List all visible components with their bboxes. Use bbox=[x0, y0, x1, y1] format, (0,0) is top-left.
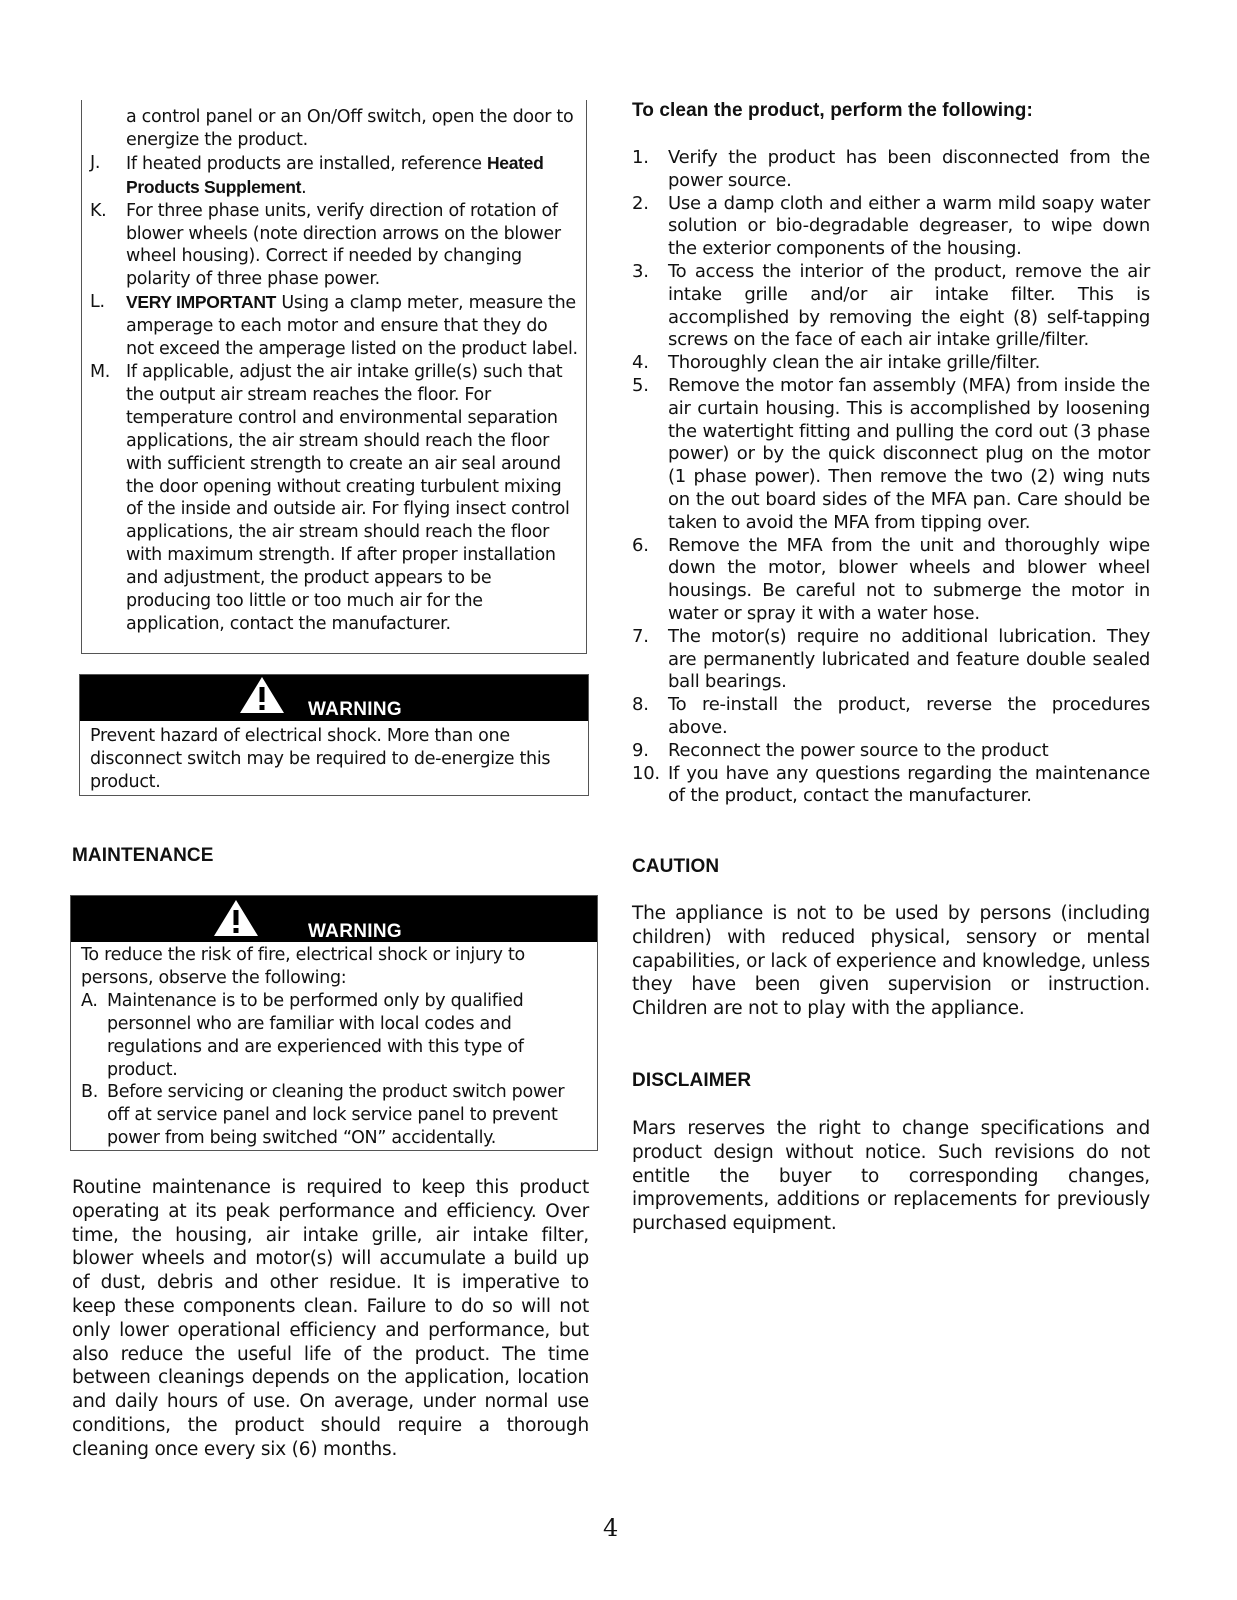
list-item bbox=[90, 152, 580, 200]
install-item-label: L. bbox=[90, 292, 105, 313]
install-item-text: For three phase units, verify direction of rotation of blower wheels (note direction arrows on the blower wheel housing). Correct if needed by changing polarity of three phase power. bbox=[126, 200, 561, 290]
caution-paragraph: The appliance is not to be used by persons (including children) with reduced physical, sensory or mental capabilities, or lack of experience and knowledge, unless they have been given supervision or instruction. Children are not to play with the appliance. bbox=[632, 903, 1150, 1020]
step-number: 7. bbox=[632, 625, 649, 647]
warning-triangle-icon bbox=[238, 675, 284, 713]
step-number: 3. bbox=[632, 260, 649, 282]
list-item bbox=[90, 106, 580, 152]
disclaimer-heading: DISCLAIMER bbox=[632, 1070, 752, 1091]
installation-steps-box bbox=[81, 100, 587, 654]
caution-heading: CAUTION bbox=[632, 856, 720, 877]
step-number: 10. bbox=[632, 762, 660, 784]
warning-triangle-icon bbox=[212, 898, 258, 936]
step-text: The motor(s) require no additional lubrication. They are permanently lubricated and feature double sealed ball bearings. bbox=[668, 625, 1150, 693]
step-text: Verify the product has been disconnected from the power source. bbox=[668, 147, 1150, 191]
install-item-text: If applicable, adjust the air intake grille(s) such that the output air stream reaches the floor. For temperature control and environmental separation applications, the air stream should reach the floor with sufficient strength to create an air seal around the door opening without creating turbulent mixing of the inside and outside air. For flying insect control applications, the air stream should reach the floor with maximum strength. If after proper installation and adjustment, the product appears to be producing too little or too much air for the application, contact the manufacturer. bbox=[126, 361, 570, 634]
page-number: 4 bbox=[603, 1514, 619, 1542]
step-text: Remove the MFA from the unit and thoroughly wipe down the motor, blower wheels and blower wheel housings. Be careful not to submerge the motor in water or spray it with a water hose. bbox=[668, 534, 1150, 624]
warning-item-text: Before servicing or cleaning the product switch power off at service panel and lock service panel to prevent power from being switched “ON” accidentally. bbox=[107, 1082, 565, 1149]
step-text: If you have any questions regarding the maintenance of the product, contact the manufacturer. bbox=[668, 762, 1150, 807]
maintenance-paragraph: Routine maintenance is required to keep this product operating at its peak performance and efficiency. Over time, the housing, air intake grille, air intake filter, blower wheels and motor(s) will accumulate a build up of dust, debris and other residue. It is imperative to keep these components clean. Failure to do so will not only lower operational efficiency and performance, but also reduce the useful life of the product. The time between cleanings depends on the application, location and daily hours of use. On average, under normal use conditions, the product should require a thorough cleaning once every six (6) months. bbox=[72, 1177, 589, 1460]
step-number: 1. bbox=[632, 147, 649, 168]
installation-steps-list bbox=[82, 100, 586, 636]
list-item bbox=[632, 763, 1150, 809]
warning-list bbox=[81, 990, 587, 1150]
step-text: Use a damp cloth and either a warm mild soapy water solution or bio-degradable degreaser, to wipe down the exterior components of the housing. bbox=[668, 192, 1150, 260]
list-item bbox=[632, 375, 1150, 535]
list-item bbox=[81, 1081, 587, 1150]
step-number: 4. bbox=[632, 352, 649, 374]
step-number: 9. bbox=[632, 739, 649, 761]
cleaning-steps-list bbox=[632, 147, 1150, 808]
list-item bbox=[632, 261, 1150, 352]
warning-text: Prevent hazard of electrical shock. More than one disconnect switch may be required to de-energize this product. bbox=[90, 726, 551, 792]
step-number: 8. bbox=[632, 694, 649, 716]
warning-title: WARNING bbox=[308, 699, 402, 720]
step-text: To re-install the product, reverse the procedures above. bbox=[668, 694, 1150, 738]
warning-title: WARNING bbox=[308, 921, 402, 942]
list-item bbox=[90, 200, 580, 292]
install-item-label: J. bbox=[90, 152, 101, 173]
list-item bbox=[632, 626, 1150, 694]
warning-item-label: B. bbox=[81, 1082, 98, 1103]
list-item bbox=[632, 535, 1150, 626]
list-item bbox=[632, 193, 1150, 261]
list-item bbox=[632, 147, 1150, 193]
maintenance-warning-box bbox=[70, 895, 598, 1151]
warning-item-text: Maintenance is to be performed only by qualified personnel who are familiar with local codes and regulations and are experienced with this type of product. bbox=[107, 990, 524, 1080]
install-item-text: If heated products are installed, reference Heated Products Supplement. bbox=[126, 152, 544, 198]
install-item-label: K. bbox=[90, 200, 107, 221]
install-item-continued: a control panel or an On/Off switch, open the door to energize the product. bbox=[126, 107, 574, 150]
step-text: Reconnect the power source to the product bbox=[668, 739, 1049, 761]
step-text: Remove the motor fan assembly (MFA) from inside the air curtain housing. This is accomplished by loosening the watertight fitting and pulling the cord out (3 phase power) or by the quick disconnect plug on the motor (1 phase power). Then remove the two (2) wing nuts on the out board sides of the MFA pan. Care should be taken to avoid the MFA from tipping over. bbox=[668, 374, 1150, 533]
maintenance-heading: MAINTENANCE bbox=[72, 845, 214, 866]
list-item bbox=[632, 694, 1150, 740]
disclaimer-paragraph: Mars reserves the right to change specifications and product design without notice. Such revisions do not entitle the buyer to corresponding changes, improvements, additions or replacements for previously purchased equipment. bbox=[632, 1118, 1150, 1235]
warning-header bbox=[71, 896, 597, 944]
list-item bbox=[90, 291, 580, 361]
cleaning-heading: To clean the product, perform the following: bbox=[632, 100, 1033, 121]
list-item bbox=[632, 352, 1150, 375]
step-text: To access the interior of the product, remove the air intake grille and/or air intake filter. This is accomplished by removing the eight (8) self-tapping screws on the face of each air intake grille/filter. bbox=[668, 260, 1150, 351]
step-text: Thoroughly clean the air intake grille/filter. bbox=[668, 352, 1041, 374]
electrical-shock-warning-box bbox=[79, 674, 589, 796]
warning-item-label: A. bbox=[81, 990, 98, 1011]
step-number: 6. bbox=[632, 534, 649, 556]
warning-header bbox=[80, 675, 588, 723]
warning-text bbox=[71, 944, 597, 1154]
install-item-label: M. bbox=[90, 361, 111, 382]
list-item bbox=[632, 740, 1150, 763]
step-number: 2. bbox=[632, 192, 649, 214]
list-item bbox=[81, 990, 587, 1082]
step-number: 5. bbox=[632, 374, 649, 396]
list-item bbox=[90, 361, 580, 636]
warning-intro: To reduce the risk of fire, electrical shock or injury to persons, observe the following: bbox=[81, 945, 525, 988]
install-item-text: VERY IMPORTANT Using a clamp meter, measure the amperage to each motor and ensure that they do not exceed the amperage listed on the product label. bbox=[126, 292, 578, 360]
